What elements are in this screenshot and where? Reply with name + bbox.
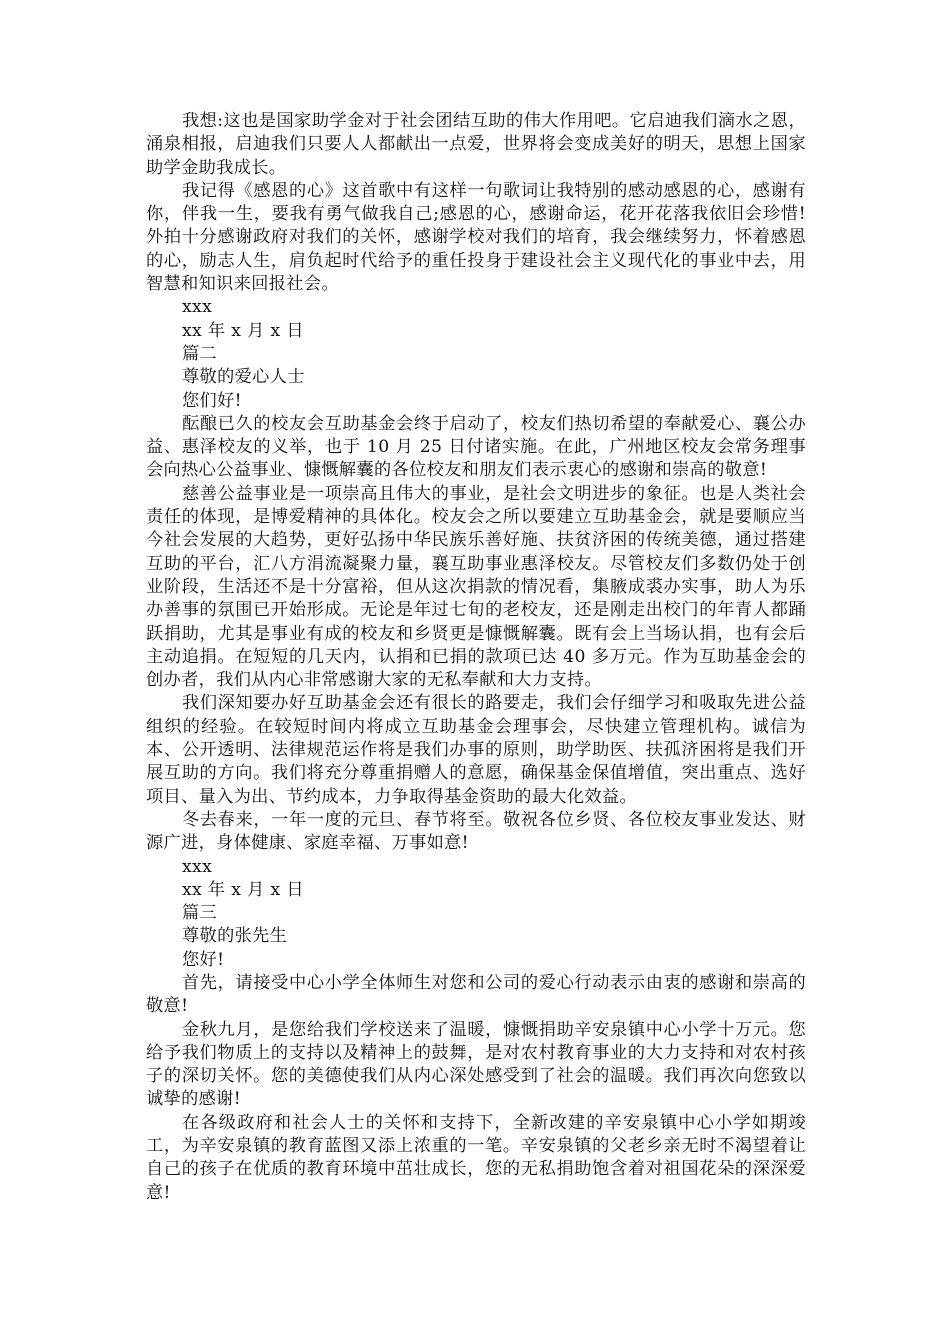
section-title: 篇二 bbox=[182, 343, 218, 364]
document-page bbox=[146, 110, 806, 1205]
greeting: 您们好! bbox=[182, 390, 242, 411]
paragraph-donation: 金秋九月，是您给我们学校送来了温暖，慷慨捐助辛安泉镇中心小学十万元。您给予我们物质上的支持以及精神上的鼓舞，是对农村教育事业的大力支持和对农村孩子的深切关怀。您的美德使我们从内心深处感受到了社会的温暖。我们再次向您致以诚挚的感谢! bbox=[146, 1019, 806, 1110]
greeting: 您好! bbox=[182, 949, 225, 970]
signature-name: xxx bbox=[182, 297, 213, 318]
signature-date: xx 年 x 月 x 日 bbox=[182, 320, 304, 341]
paragraph-future-plans: 我们深知要办好互助基金会还有很长的路要走，我们会仔细学习和吸取先进公益组织的经验。在较短时间内将成立互助基金会理事会，尽快建立管理机构。诚信为本、公开透明、法律规范运作将是我们办事的原则，助学助医、扶孤济困将是我们开展互助的方向。我们将充分尊重捐赠人的意愿，确保基金保值增值，突出重点、选好项目、量入为出、节约成本，力争取得基金资助的最大化效益。 bbox=[146, 693, 806, 807]
paragraph-fund-launch: 酝酿已久的校友会互助基金会终于启动了，校友们热切希望的奉献爱心、襄公办益、惠泽校友的义举，也于 10 月 25 日付诸实施。在此，广州地区校友会常务理事会向热心公益事业、慷慨解囊的各位校友和朋友们表示衷心的感谢和崇高的敬意! bbox=[146, 413, 806, 481]
section-title: 篇三 bbox=[182, 903, 218, 924]
paragraph-grateful-heart: 我记得《感恩的心》这首歌中有这样一句歌词让我特别的感动感恩的心，感谢有你，伴我一生，要我有勇气做我自己;感恩的心，感谢命运，花开花落我依旧会珍惜!外拍十分感谢政府对我们的关怀，感谢学校对我们的培育，我会继续努力，怀着感恩的心，励志人生，肩负起时代给予的重任投身于建设社会主义现代化的事业中去，用智慧和知识来回报社会。 bbox=[146, 180, 806, 295]
paragraph-thanks: 首先，请接受中心小学全体师生对您和公司的爱心行动表示由衷的感谢和崇高的敬意! bbox=[146, 972, 806, 1017]
paragraph-school-completion: 在各级政府和社会人士的关怀和支持下，全新改建的辛安泉镇中心小学如期竣工，为辛安泉镇的教育蓝图又添上浓重的一笔。辛安泉镇的父老乡亲无时不渴望着让自己的孩子在优质的教育环境中茁壮成长，您的无私捐助饱含着对祖国花朵的深深爱意! bbox=[146, 1112, 806, 1203]
paragraph-holiday-wishes: 冬去春来，一年一度的元旦、春节将至。敬祝各位乡贤、各位校友事业发达、财源广进，身体健康、家庭幸福、万事如意! bbox=[146, 809, 806, 854]
signature-name: xxx bbox=[182, 856, 213, 877]
paragraph-charity: 慈善公益事业是一项崇高且伟大的事业，是社会文明进步的象征。也是人类社会责任的体现，是博爱精神的具体化。校友会之所以要建立互助基金会，就是要顺应当今社会发展的大趋势，更好弘扬中华民族乐善好施、扶贫济困的传统美德，通过搭建互助的平台，汇八方涓流凝聚力量，襄互助事业惠泽校友。尽管校友们多数仍处于创业阶段，生活还不是十分富裕，但从这次捐款的情况看，集腋成裘办实事，助人为乐办善事的氛围已开始形成。无论是年过七旬的老校友，还是刚走出校门的年青人都踊跃捐助，尤其是事业有成的校友和乡贤更是慷慨解囊。既有会上当场认捐，也有会后主动追捐。在短短的几天内，认捐和已捐的款项已达 40 多万元。作为互助基金会的创办者，我们从内心非常感谢大家的无私奉献和大力支持。 bbox=[146, 483, 806, 691]
salutation: 尊敬的张先生 bbox=[182, 926, 288, 947]
signature-date: xx 年 x 月 x 日 bbox=[182, 879, 304, 900]
paragraph-scholarship-reflection: 我想:这也是国家助学金对于社会团结互助的伟大作用吧。它启迪我们滴水之恩，涌泉相报，启迪我们只要人人都献出一点爱，世界将会变成美好的明天，思想上国家助学金助我成长。 bbox=[146, 111, 806, 178]
salutation: 尊敬的爱心人士 bbox=[182, 367, 305, 388]
